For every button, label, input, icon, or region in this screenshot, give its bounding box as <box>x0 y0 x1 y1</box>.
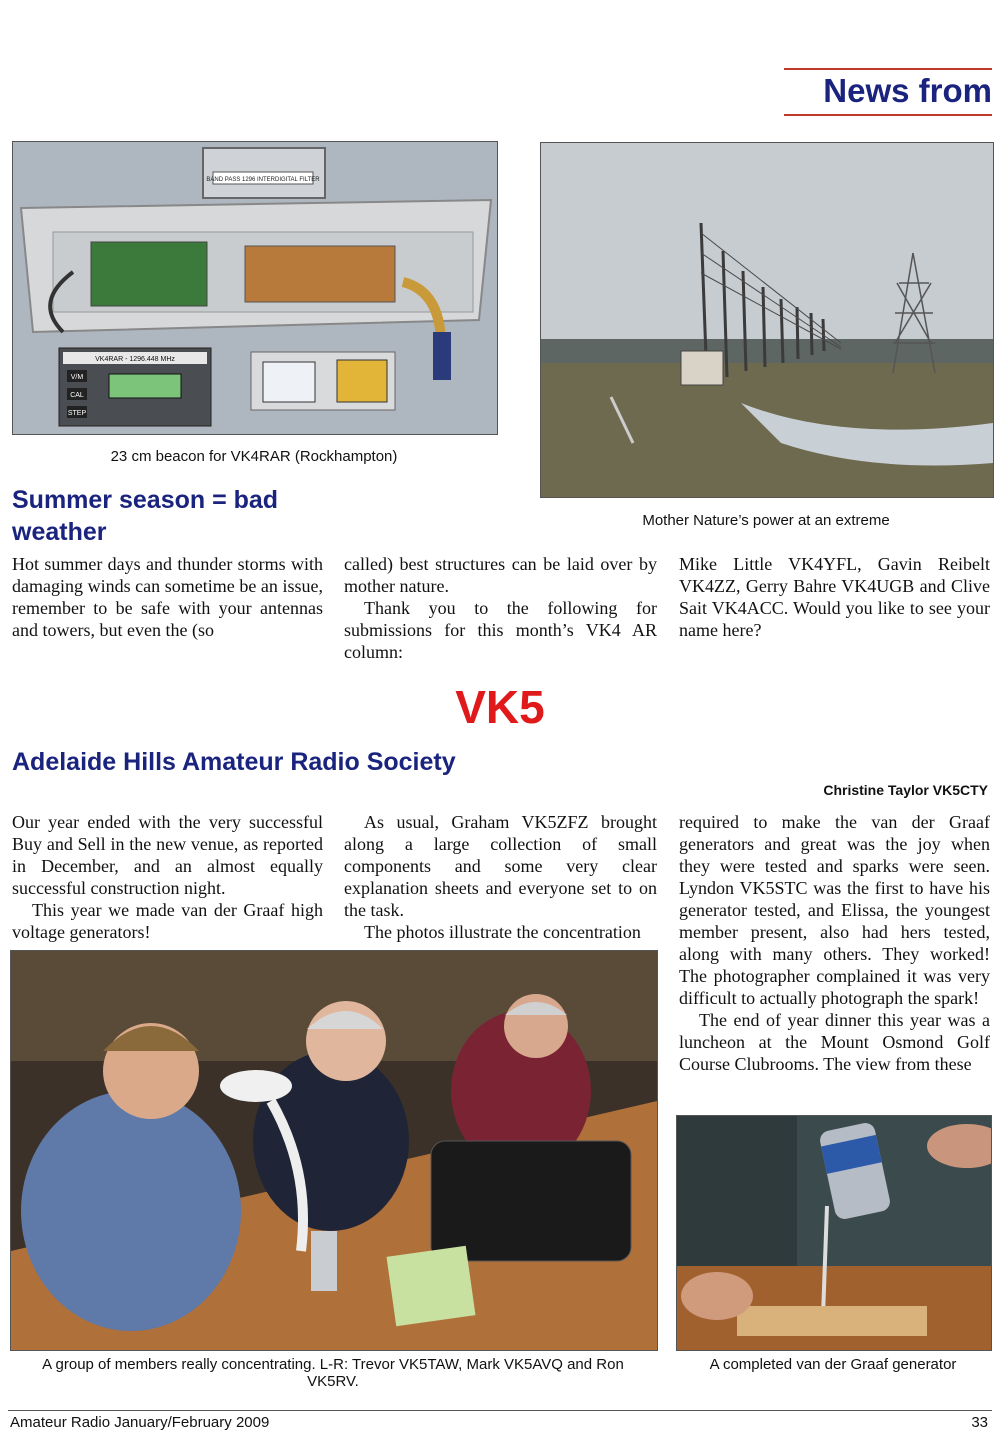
vk5-col3-paragraph-1: required to make the van der Graaf generators and great was the joy when they were tested and sparks were seen. Lyndon VK5STC was the first to have his generator tested, and Elissa, the youngest member present, also had hers tested, along with many others. They worked! The photographer complained it was very difficult to actually photograph the spark! <box>679 812 990 1008</box>
vk4-col1-paragraph: Hot summer days and thunder storms with damaging winds can sometime be an issue, remember to be safe with your antennas and towers, but even the (so <box>12 554 323 640</box>
generator-illustration <box>677 1116 991 1350</box>
vk5-column-2 <box>344 811 657 943</box>
weather-illustration <box>541 143 993 497</box>
lcd-display <box>109 374 181 398</box>
header-rule-top <box>784 68 992 70</box>
vk4-article-heading: Summer season = bad weather <box>12 486 279 546</box>
beacon-photo <box>12 141 498 435</box>
vk4-column-1 <box>12 553 323 641</box>
vk5-col1-paragraph-1: Our year ended with the very successful Buy and Sell in the new venue, as reported in December, and an almost equally successful construction night. <box>12 812 323 898</box>
toolbox <box>431 1141 631 1261</box>
article-byline: Christine Taylor VK5CTY <box>823 782 988 798</box>
beacon-panel-label: VK4RAR - 1296.448 MHz <box>95 356 175 363</box>
vk5-column-3 <box>679 811 990 1075</box>
cal-button-label: CAL <box>70 392 84 399</box>
vk4-column-2 <box>344 553 657 663</box>
members-photo <box>10 950 658 1351</box>
vk4-col2-paragraph-2: Thank you to the following for submissions for this month’s VK4 AR column: <box>344 598 657 662</box>
header-rule-bottom <box>784 114 992 116</box>
weather-photo <box>540 142 994 498</box>
footer-publication: Amateur Radio January/February 2009 <box>10 1414 270 1431</box>
member-left <box>21 1091 241 1331</box>
beacon-illustration <box>13 142 497 434</box>
members-caption: A group of members really concentrating. L-R: Trevor VK5TAW, Mark VK5AVQ and Ron VK5RV. <box>42 1356 624 1390</box>
vk4-column-3 <box>679 553 990 641</box>
vk4-col2-paragraph-1: called) best structures can be laid over by mother nature. <box>344 554 657 596</box>
vk5-col1-paragraph-2: This year we made van der Graaf high voltage generators! <box>12 900 323 942</box>
page-number: 33 <box>971 1414 988 1431</box>
beacon-caption: 23 cm beacon for VK4RAR (Rockhampton) <box>110 448 398 465</box>
vk5-article-heading: Adelaide Hills Amateur Radio Society <box>12 748 456 776</box>
vk5-col2-paragraph-2: The photos illustrate the concentration <box>364 922 641 942</box>
generator-caption: A completed van der Graaf generator <box>709 1356 957 1373</box>
members-illustration <box>11 951 657 1350</box>
vk5-col2-paragraph-1: As usual, Graham VK5ZFZ brought along a large collection of small components and some very clear explanation sheets and everyone set to on the task. <box>344 812 657 920</box>
weather-caption: Mother Nature’s power at an extreme <box>642 512 890 529</box>
vk5-section-title: VK5 <box>455 681 545 733</box>
vk4-col3-paragraph: Mike Little VK4YFL, Gavin Reibelt VK4ZZ, Gerry Bahre VK4UGB and Clive Sait VK4ACC. Would you like to see your name here? <box>679 554 990 640</box>
vk5-col3-paragraph-2: The end of year dinner this year was a luncheon at the Mount Osmond Golf Course Clubrooms. The view from these <box>679 1010 990 1074</box>
step-button-label: STEP <box>67 410 87 417</box>
filter-label-text: BAND PASS 1296 INTERDIGITAL FILTER <box>206 177 320 183</box>
footer-rule <box>8 1410 992 1411</box>
magnifier-lamp <box>220 1070 292 1102</box>
generator-base <box>737 1306 927 1336</box>
generator-photo <box>676 1115 992 1351</box>
vm-button-label: V/M <box>70 374 84 381</box>
section-header-title: News from <box>823 72 992 109</box>
vk5-column-1 <box>12 811 323 943</box>
